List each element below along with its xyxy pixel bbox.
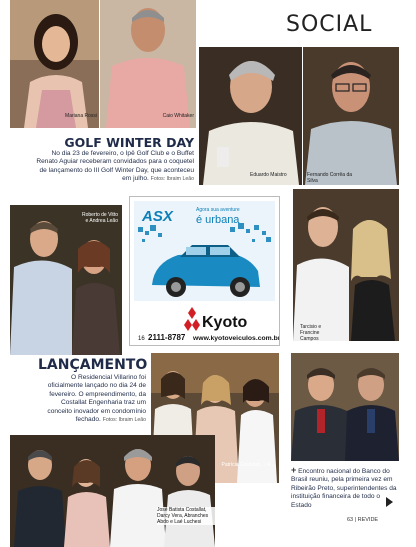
ad-model: ASX	[142, 208, 173, 225]
ad-brand: Kyoto	[202, 314, 248, 331]
caption-photo-5: Roberto de Vitto e Andrea Leão	[81, 212, 118, 224]
footer-caption-text: Encontro nacional do Banco do Brasil reuniu, pela primeira vez em Ribeirão Preto, superintendentes da instituição financeira de todo o Estado	[291, 468, 397, 509]
caption-photo-8: Patrícia Costallat, ... e ...	[221, 462, 276, 468]
ad-phone: 2111-8787	[148, 333, 186, 342]
ad-tagline-top: Agora sua aventure	[196, 207, 240, 213]
caption-photo-6: Tarcisio e Francine Campos	[300, 324, 322, 342]
photo-image	[10, 435, 215, 547]
caption-photo-3: Eduardo Maistro	[250, 172, 287, 178]
kyoto-ad-graphic	[130, 197, 279, 345]
ad-phone-prefix: 16	[138, 336, 145, 342]
photo-image	[293, 189, 399, 341]
caption-photo-4: Fernando Corrêa da Silva	[307, 172, 353, 184]
ad-tagline-main: é urbana	[196, 214, 240, 226]
golf-credit: Fotos: Ibraim Leão	[150, 176, 194, 183]
photo-image	[10, 0, 99, 128]
ad-website: www.kyotoveiculos.com.br	[193, 335, 279, 342]
kyoto-advertisement[interactable]	[129, 196, 280, 346]
page-number: 63	[347, 517, 354, 523]
section-title: SOCIAL	[286, 12, 373, 37]
photo-couple-roberto-andrea	[10, 205, 122, 355]
golf-body-text: No dia 23 de fevereiro, o Ipê Golf Club e o Buffet Renato Aguiar receberam convidados para o coquetel de lançamento do III Golf Winter Day, que aconteceu em julho.	[36, 150, 194, 183]
photo-man-pink-shirt	[100, 0, 196, 128]
launch-credit: Fotos: Ibraim Leão	[102, 417, 146, 424]
photo-two-men-suits	[291, 353, 399, 461]
photo-image	[303, 47, 399, 185]
next-page-arrow-icon[interactable]	[386, 497, 393, 507]
footer-caption	[291, 466, 399, 510]
photo-image	[199, 47, 302, 185]
caption-photo-1: Mariana Rossi	[65, 113, 97, 119]
page-separator: |	[354, 517, 357, 523]
page-folio	[347, 517, 378, 523]
photo-group-of-four	[10, 435, 215, 547]
photo-man-glasses	[303, 47, 399, 185]
plus-icon: +	[291, 465, 297, 475]
launch-body	[36, 374, 146, 424]
launch-headline: LANÇAMENTO	[38, 357, 148, 373]
photo-image	[10, 205, 122, 355]
magazine-name: REVIDE	[357, 517, 379, 523]
photo-man-grey-hair	[199, 47, 302, 185]
launch-body-text: O Residencial Villarino foi oficialmente lançado no dia 24 de fevereiro. O empreendimento, da Costallat Engenharia traz um conceito inovador em condomínio fechado.	[47, 374, 146, 424]
photo-woman-portrait	[10, 0, 99, 128]
golf-headline: GOLF WINTER DAY	[64, 135, 194, 150]
photo-image	[291, 353, 399, 461]
photo-couple-tarcisio-francine	[293, 189, 399, 341]
photo-image	[100, 0, 196, 128]
caption-photo-7: José Batista Costallat, Darcy Vera, Abranches Abdo e Laé Luchesi	[157, 507, 215, 525]
golf-body	[36, 150, 194, 184]
caption-photo-2: Caio Whitaker	[162, 113, 194, 119]
